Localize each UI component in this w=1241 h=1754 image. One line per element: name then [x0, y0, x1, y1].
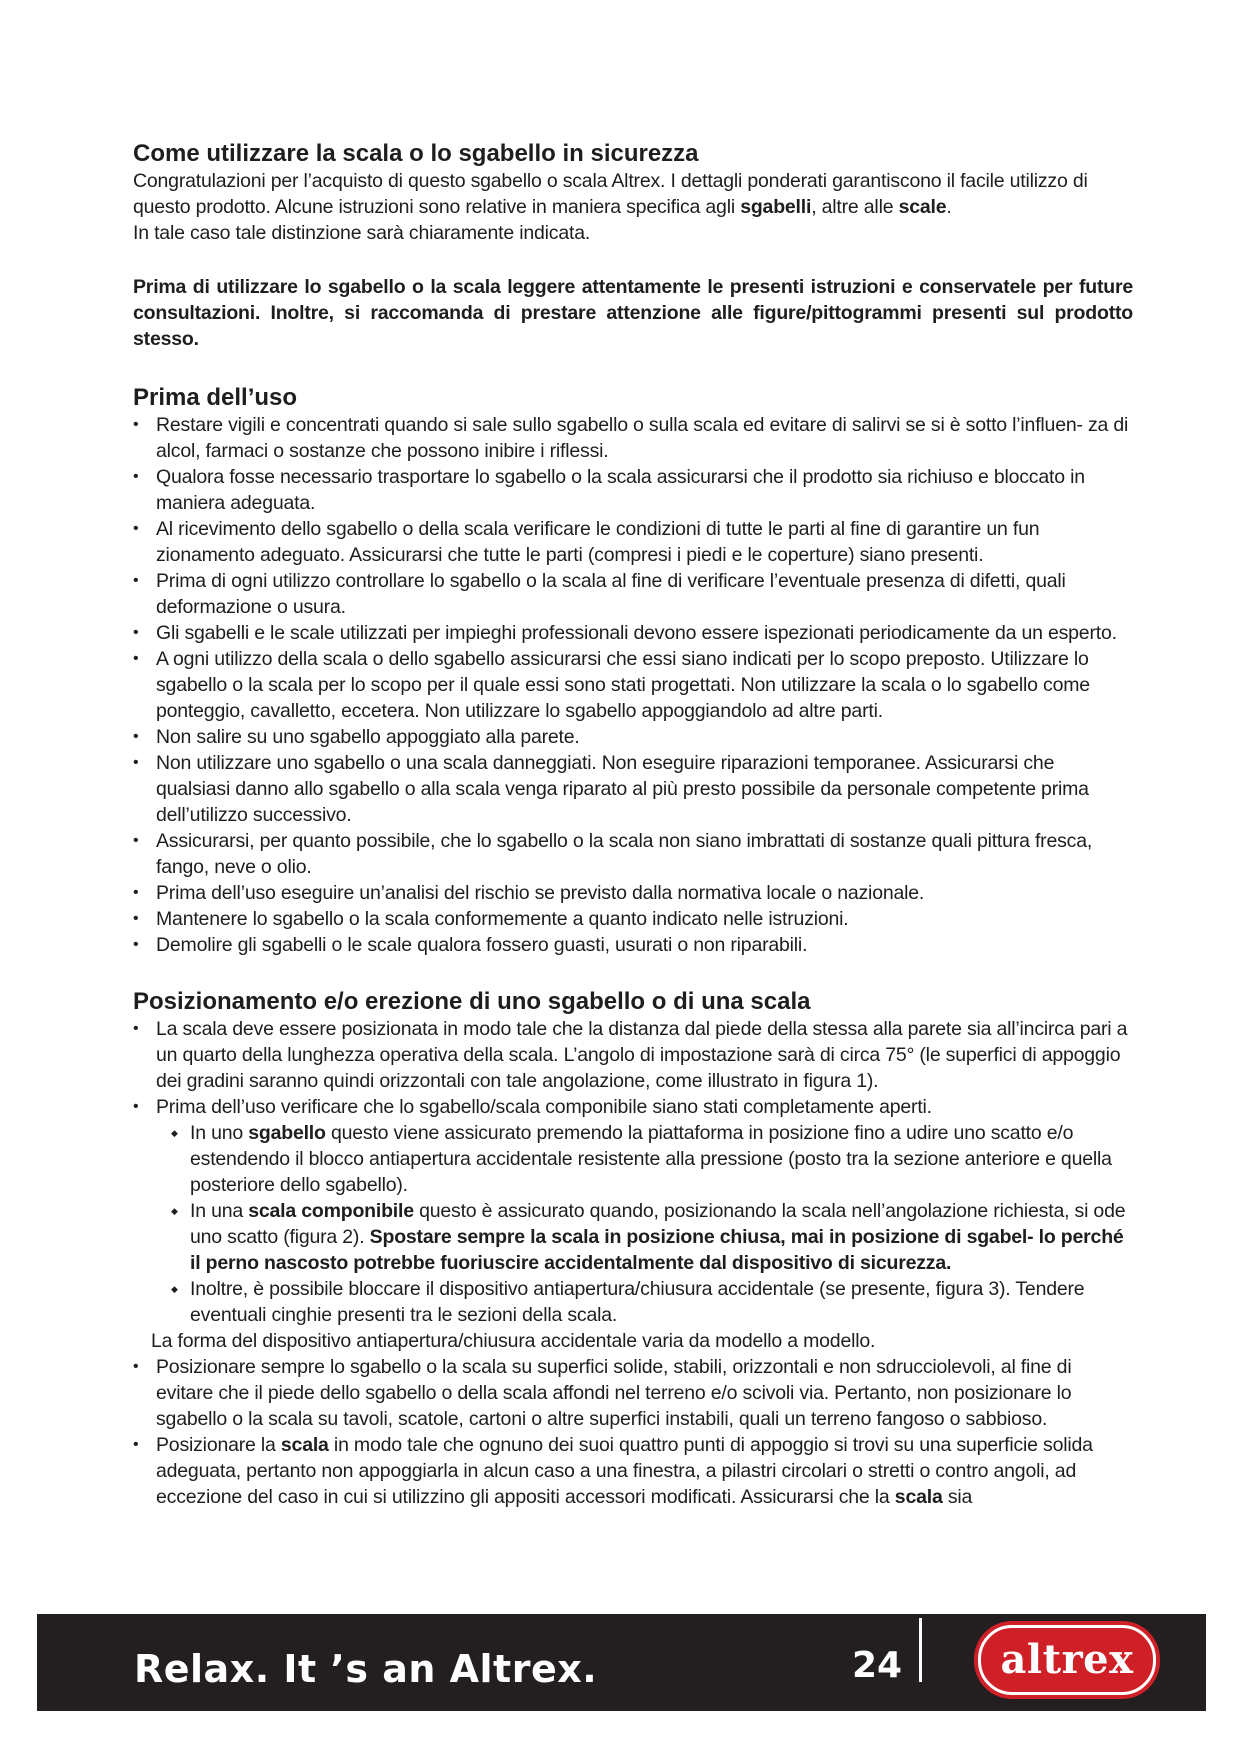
list-item: • Qualora fosse necessario trasportare lo sgabello o la scala assicurarsi che il prodotto sia richiuso e bloccato in maniera adeguata. — [133, 464, 1133, 516]
positioning-list — [133, 1016, 1133, 1120]
list-item: • Gli sgabelli e le scale utilizzati per impieghi professionali devono essere ispezionati periodicamente da un esperto. — [133, 620, 1133, 646]
list-item: • A ogni utilizzo della scala o dello sgabello assicurarsi che essi siano indicati per lo scopo preposto. Utilizzare lo sgabello o la scala per lo scopo per il quale essi sono stati progettati. Non utilizzare la scala o lo sgabello come ponteggio, cavalletto, eccetera. Non utilizzare lo sgabello appoggiandolo ad altre parti. — [133, 646, 1133, 724]
list-item: • Prima dell’uso verificare che lo sgabello/scala componibile siano stati completamente aperti. — [133, 1094, 1133, 1120]
list-item: • Prima dell’uso eseguire un’analisi del rischio se previsto dalla normativa locale o nazionale. — [133, 880, 1133, 906]
list-item: • Posizionare la scala in modo tale che ognuno dei suoi quattro punti di appoggio si trovi su una superficie solida adeguata, pertanto non appoggiarla in alcun caso a una finestra, a pilastri circolari o stretti o contro angoli, ad eccezione del caso in cui si utilizzino gli appositi accessori modificati. Assicurarsi che la scala sia — [133, 1432, 1133, 1510]
list-item: • Demolire gli sgabelli o le scale qualora fossero guasti, usurati o non riparabili. — [133, 932, 1133, 958]
list-item: • Non salire su uno sgabello appoggiato alla parete. — [133, 724, 1133, 750]
section-title-positioning: Posizionamento e/o erezione di uno sgabello o di una scala — [133, 988, 811, 1015]
positioning-sublist — [166, 1120, 1133, 1328]
list-item: • Assicurarsi, per quanto possibile, che lo sgabello o la scala non siano imbrattati di sostanze quali pittura fresca, fango, neve o olio. — [133, 828, 1133, 880]
list-item: • Prima di ogni utilizzo controllare lo sgabello o la scala al fine di verificare l’eventuale presenza di difetti, quali deformazione o usura. — [133, 568, 1133, 620]
footer-bar — [37, 1614, 1206, 1711]
list-item: • Restare vigili e concentrati quando si sale sullo sgabello o sulla scala ed evitare di salirvi se si è sotto l’influen- za di alcol, farmaci o sostanze che possono inibire i riflessi. — [133, 412, 1133, 464]
footer-slogan: Relax. It ’s an Altrex. — [134, 1647, 598, 1691]
altrex-logo — [978, 1625, 1156, 1695]
page-content — [133, 140, 1133, 1510]
sub-list-item: ◆ Inoltre, è possibile bloccare il dispositivo antiapertura/chiusura accidentale (se presente, figura 3). Tendere eventuali cinghie presenti tra le sezioni della scala. — [166, 1276, 1133, 1328]
sub-list-item: ◆ In uno sgabello questo viene assicurato premendo la piattaforma in posizione fino a udire uno scatto e/o estendendo il blocco antiapertura accidentale resistente alla pressione (posto tra la sezione anteriore e quella posteriore dello sgabello). — [166, 1120, 1133, 1198]
positioning-list-continued — [133, 1354, 1133, 1510]
footer-divider — [919, 1618, 922, 1682]
list-item: • Mantenere lo sgabello o la scala conformemente a quanto indicato nelle istruzioni. — [133, 906, 1133, 932]
sub-list-item: ◆ In una scala componibile questo è assicurato quando, posizionando la scala nell’angolazione richiesta, si ode uno scatto (figura 2). Spostare sempre la scala in posizione chiusa, mai in posizione di sgabel- lo perché il perno nascosto potrebbe fuoriuscire accidentalmente dal dispositivo di sicurezza. — [166, 1198, 1133, 1276]
note-paragraph: La forma del dispositivo antiapertura/chiusura accidentale varia da modello a modello. — [151, 1330, 876, 1352]
intro-paragraph: Congratulazioni per l’acquisto di questo sgabello o scala Altrex. I dettagli ponderati garantiscono il facile utilizzo di questo prodotto. Alcune istruzioni sono relative in maniera specifica agli sgabelli, altre alle scale. In tale caso tale distinzione sarà chiaramente indicata. — [133, 170, 1088, 244]
list-item: • La scala deve essere posizionata in modo tale che la distanza dal piede della stessa alla parete sia all’incirca pari a un quarto della lunghezza operativa della scala. L’angolo di impostazione sarà di circa 75° (le superfici di appoggio dei gradini saranno quindi orizzontali con tale angolazione, come illustrato in figura 1). — [133, 1016, 1133, 1094]
warning-paragraph: Prima di utilizzare lo sgabello o la scala leggere attentamente le presenti istruzioni e conservatele per future consultazioni. Inoltre, si raccomanda di prestare attenzione alle figure/pittogrammi presenti sul prodotto stesso. — [133, 276, 1133, 350]
list-item: • Posizionare sempre lo sgabello o la scala su superfici solide, stabili, orizzontali e non sdrucciolevoli, al fine di evitare che il piede dello sgabello o della scala affondi nel terreno e/o scivoli via. Pertanto, non posizionare lo sgabello o la scala su tavoli, scatole, cartoni o altre superfici instabili, quali un terreno fangoso o sabbioso. — [133, 1354, 1133, 1432]
list-item: • Non utilizzare uno sgabello o una scala danneggiati. Non eseguire riparazioni temporanee. Assicurarsi che qualsiasi danno allo sgabello o alla scala venga riparato al più presto possibile da personale competente prima dell’utilizzo successivo. — [133, 750, 1133, 828]
before-use-list — [133, 412, 1133, 958]
section-title-safety: Come utilizzare la scala o lo sgabello in sicurezza — [133, 140, 699, 167]
page-number: 24 — [852, 1645, 903, 1686]
section-title-before-use: Prima dell’uso — [133, 384, 298, 411]
logo-text: altrex — [1000, 1636, 1134, 1683]
list-item: • Al ricevimento dello sgabello o della scala verificare le condizioni di tutte le parti al fine di garantire un fun zionamento adeguato. Assicurarsi che tutte le parti (compresi i piedi e le coperture) siano presenti. — [133, 516, 1133, 568]
